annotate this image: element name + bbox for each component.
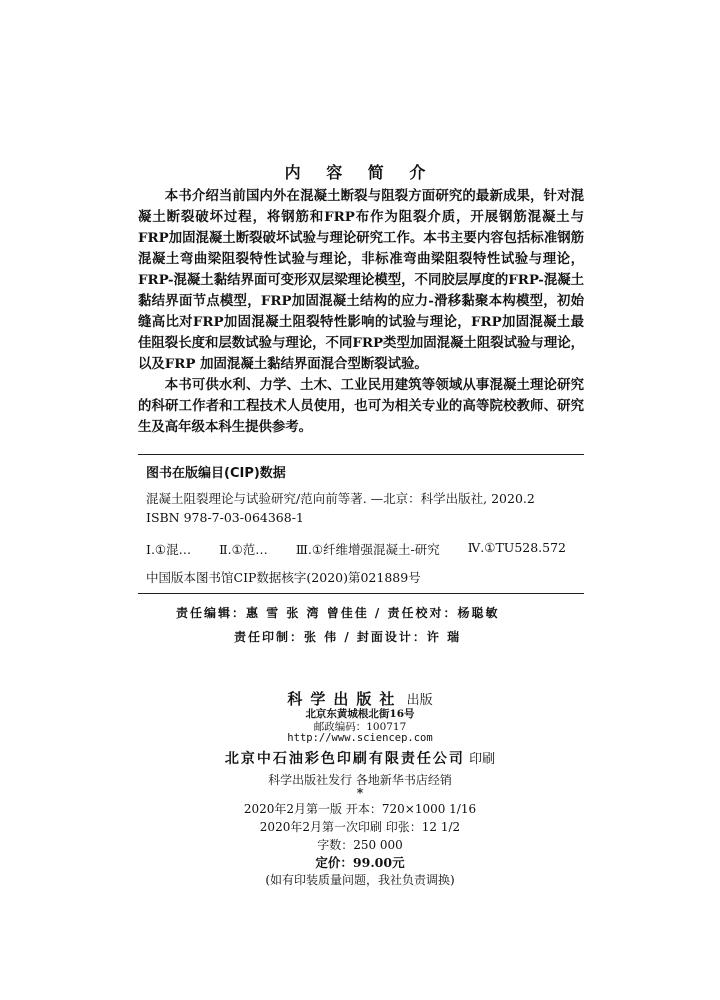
- publisher-website: http://www.sciencep.com: [287, 732, 433, 744]
- cip-record: 混凝土阻裂理论与试验研究/范向前等著. —北京：科学出版社, 2020.2: [146, 491, 535, 506]
- publisher-suffix: 出版: [406, 693, 433, 708]
- word-count: 字数：250 000: [317, 838, 403, 852]
- cip-class-item: Ⅳ.①TU528.572: [467, 540, 567, 555]
- page-title: 内 容 简 介: [284, 163, 436, 182]
- summary-paragraph: 本书介绍当前国内外在混凝土断裂与阻裂方面研究的最新成果，针对混凝土断裂破坏过程，将钢筋和FRP布作为阻裂介质，开展钢筋混凝土与FRP加固混凝土断裂破坏试验与理论研究工作。本书主要内容包括标准钢筋混凝土弯曲梁阻裂特性试验与理论，非标准弯曲梁阻裂特性试验与理论，FRP-混凝土黏结界面可变形双层梁理论模型，不同胶层厚度的FRP-混凝土黏结界面节点模型，FRP加固混凝土结构的应力-滑移黏聚本构模型，初始缝高比对FRP加固混凝土阻裂特性影响的试验与理论，FRP加固混凝土最佳阻裂长度和层数试验与理论，不同FRP类型加固混凝土阻裂试验与理论，以及FRP 加固混凝土黏结界面混合型断裂试验。: [138, 188, 584, 372]
- cip-classification: [146, 540, 566, 558]
- cip-class-item: Ⅱ.①范…: [219, 542, 268, 557]
- cip-heading: 图书在版编目(CIP)数据: [146, 466, 286, 481]
- edition-line: 2020年2月第一版 开本：720×1000 1/16: [243, 802, 477, 816]
- cip-class-item: Ⅰ.①混…: [146, 542, 192, 557]
- cip-isbn: ISBN 978-7-03-064368-1: [146, 510, 304, 525]
- printer-name: 北京中石油彩色印刷有限责任公司: [224, 751, 465, 767]
- publisher-address: 北京东黄城根北街16号: [305, 708, 415, 720]
- publisher-name: 科学出版社: [287, 690, 403, 708]
- summary-paragraph: 本书可供水利、力学、土木、工业民用建筑等领域从事混凝土理论研究的科研工作者和工程技术人员使用，也可为相关专业的高等院校教师、研究生及高年级本科生提供参考。: [138, 377, 584, 435]
- quality-note: (如有印装质量问题，我社负责调换): [265, 873, 455, 887]
- separator-star: *: [356, 786, 364, 800]
- cip-top-rule: [138, 454, 584, 455]
- book-summary: [138, 186, 584, 438]
- printer-suffix: 印刷: [469, 752, 496, 767]
- distribution-line: 科学出版社发行 各地新华书店经销: [268, 773, 452, 787]
- printer-line: [0, 748, 720, 768]
- editors-line-1: 责任编辑：惠 雪 张 湾 曾佳佳 / 责任校对：杨聪敏: [176, 606, 500, 620]
- cip-library-number: 中国版本图书馆CIP数据核字(2020)第021889号: [146, 570, 421, 585]
- publisher-postcode: 邮政编码：100717: [313, 721, 407, 733]
- cip-class-item: Ⅲ.①纤维增强混凝土-研究: [295, 542, 440, 557]
- price: 定价：99.00元: [315, 855, 405, 870]
- editors-line-2: 责任印制：张 伟 / 封面设计：许 瑞: [234, 630, 462, 644]
- cip-bottom-rule: [138, 593, 584, 594]
- printing-line: 2020年2月第一次印刷 印张：12 1/2: [259, 820, 461, 834]
